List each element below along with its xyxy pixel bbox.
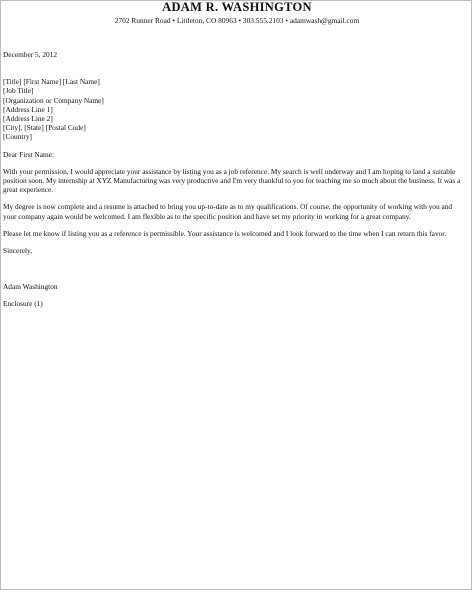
address-line: [Job Title] [3, 86, 34, 96]
letter-body [3, 50, 465, 309]
recipient-address [3, 77, 465, 141]
letter-date: December 5, 2012 [3, 50, 58, 59]
signature-name: Adam Washington [3, 282, 58, 292]
closing: Sincerely, [3, 246, 33, 256]
address-line: [City], [State] [Postal Code] [3, 123, 86, 133]
body-paragraph: My degree is now complete and a resume is attached to bring you up-to-date as to my qualifications. Of course, the opportunity of working with you and your company again would be welcomed. I am flexible as to the specific position and have set my priority in working for a great company. [3, 202, 453, 221]
body-paragraph: With your permission, I would appreciate your assistance by listing you as a job reference. My search is well underway and I am hoping to land a suitable position soon. My internship at XYZ Manufacturing was very productive and I'm very thankful to you for teaching me so much about the business. It was a great experience. [3, 166, 461, 195]
salutation: Dear First Name: [3, 149, 54, 159]
body-paragraph: Please let me know if listing you as a reference is permissible. Your assistance is welcomed and I look forward to the time when I can return this favor. [3, 228, 447, 238]
address-line: [Address Line 2] [3, 114, 53, 124]
address-line: [Country] [3, 132, 32, 142]
address-line: [Title] [First Name] [Last Name] [3, 77, 100, 87]
address-line: [Address Line 1] [3, 104, 53, 114]
letterhead [0, 0, 474, 26]
enclosure-note: Enclosure (1) [3, 299, 43, 309]
sender-contact-line: 2702 Runner Road • Littleton, CO 80963 • 303.555.2103 • adamwash@gmail.com [114, 16, 360, 25]
address-line: [Organization or Company Name] [3, 95, 104, 105]
sender-name: ADAM R. WASHINGTON [162, 0, 312, 14]
